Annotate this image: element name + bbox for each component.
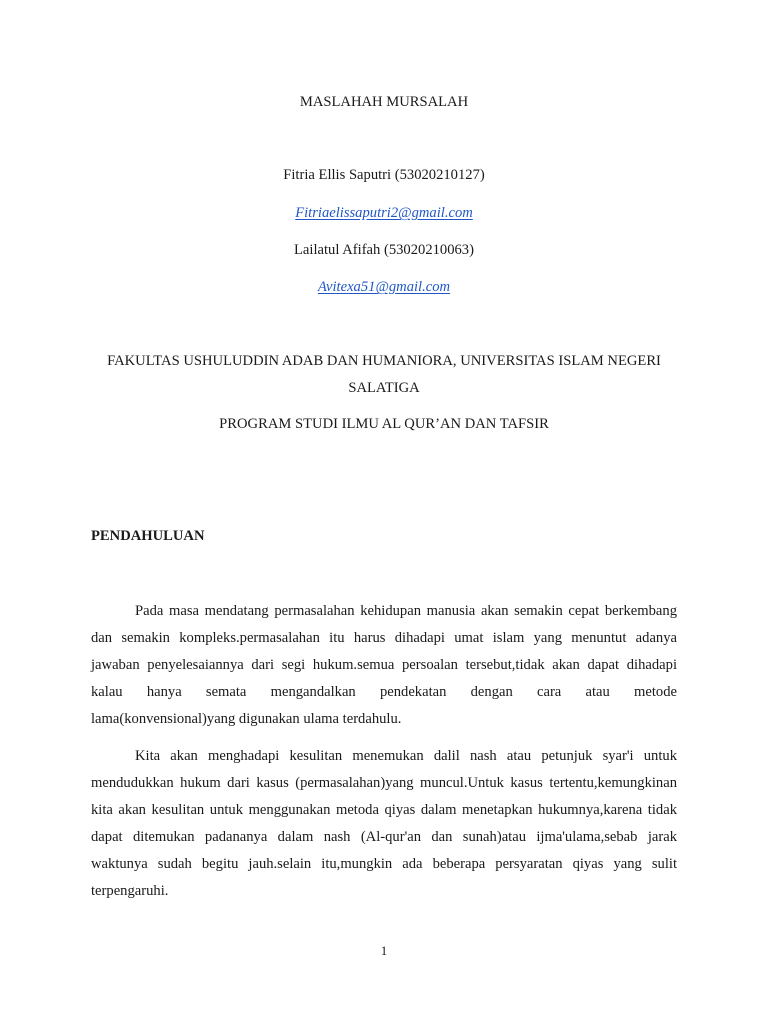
document-title: MASLAHAH MURSALAH: [299, 94, 469, 110]
faculty-line: SALATIGA: [348, 380, 420, 396]
paragraph-line: kita akan kesulitan untuk menggunakan metoda qiyas dalam menetapkan hukumnya,karena tidak: [91, 802, 677, 818]
page-number: 1: [380, 943, 388, 958]
author-email-line: [0, 279, 768, 296]
author-email-line: [0, 205, 768, 222]
paragraph-line: waktunya sudah begitu jauh.selain itu,mungkin ada beberapa persyaratan qiyas yang sulit: [91, 856, 677, 872]
paragraph-line: terpengaruhi.: [91, 883, 169, 899]
paragraph-line: mendudukkan hukum dari kasus (permasalahan)yang muncul.Untuk kasus tertentu,kemungkinan: [91, 775, 677, 791]
program-line: PROGRAM STUDI ILMU AL QUR’AN DAN TAFSIR: [219, 416, 549, 432]
paragraph-line: lama(konvensional)yang digunakan ulama terdahulu.: [91, 711, 402, 727]
author-email-link[interactable]: Avitexa51@gmail.com: [317, 279, 451, 295]
paragraph-line: Pada masa mendatang permasalahan kehidupan manusia akan semakin cepat berkembang: [135, 603, 677, 619]
paragraph-line: dapat ditemukan padananya dalam nash (Al-qur'an dan sunah)atau ijma'ulama,sebab jarak: [91, 829, 677, 845]
author-name: Lailatul Afifah (53020210063): [294, 242, 474, 258]
author-email-link[interactable]: Fitriaelissaputri2@gmail.com: [295, 205, 473, 221]
author-name: Fitria Ellis Saputri (53020210127): [283, 167, 485, 183]
faculty-line: FAKULTAS USHULUDDIN ADAB DAN HUMANIORA, UNIVERSITAS ISLAM NEGERI: [107, 353, 661, 369]
paragraph-line: dan semakin kompleks.permasalahan itu harus dihadapi umat islam yang menuntut adanya: [91, 630, 677, 646]
paragraph-line: jawaban penyelesaiannya dari segi hukum.semua persoalan tersebut,tidak akan dapat dihadapi: [91, 657, 677, 673]
paragraph-line: Kita akan menghadapi kesulitan menemukan dalil nash atau petunjuk syar'i untuk: [135, 748, 677, 764]
paragraph-line: kalau hanya semata mengandalkan pendekatan dengan cara atau metode: [91, 684, 677, 700]
section-heading: PENDAHULUAN: [91, 528, 205, 544]
